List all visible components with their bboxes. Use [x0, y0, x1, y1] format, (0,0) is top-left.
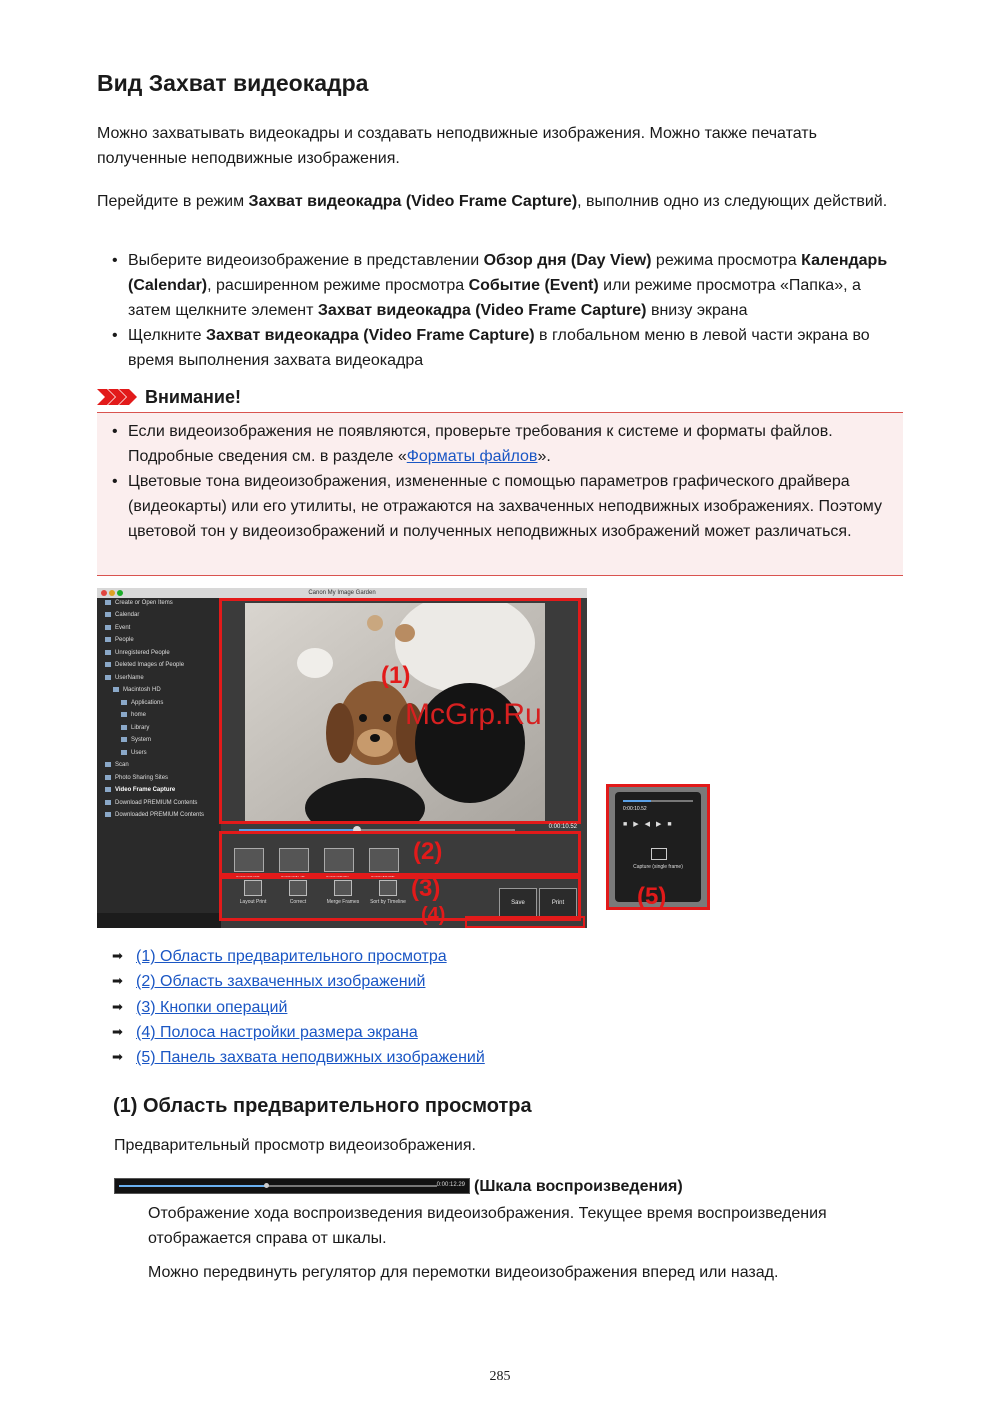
- list-item: • Цветовые тона видеоизображения, измененные с помощью параметров графического драйвера (видеокарты) или его утилиты, не отражаются на захваченных неподвижных изображениях. Поэтому цветовой тон у видеоизображений и полученных неподвижных изображений может различаться.: [112, 469, 887, 544]
- sidebar-item[interactable]: UserName: [105, 675, 144, 681]
- screen-size-bar-highlight: [465, 916, 585, 928]
- sidebar: [97, 598, 221, 913]
- watermark: McGrp.Ru: [405, 698, 542, 731]
- captured-area-highlight: [219, 831, 581, 879]
- thumbnail-time: 0:00:08.37: [326, 873, 350, 879]
- sidebar-item[interactable]: Download PREMIUM Contents: [105, 800, 197, 806]
- sidebar-item[interactable]: Photo Sharing Sites: [105, 775, 168, 781]
- capture-time: 0:00:10.52: [623, 806, 647, 812]
- capture-controls[interactable]: ■▶◀▶■: [623, 821, 678, 828]
- captured-thumbnail[interactable]: [324, 848, 354, 872]
- page-title: Вид Захват видеокадра: [97, 70, 369, 96]
- bar-description: Отображение хода воспроизведения видеоизображения. Текущее время воспроизведения отображается справа от шкалы.: [148, 1205, 827, 1247]
- thumbnail-time: 0:00:01.43: [281, 873, 305, 879]
- link-preview-area[interactable]: (1) Область предварительного просмотра: [136, 948, 447, 965]
- list-item: [112, 944, 485, 969]
- captured-thumbnail[interactable]: [369, 848, 399, 872]
- callout-label-1: (1): [381, 662, 411, 689]
- window-title: Canon My Image Garden: [308, 590, 376, 596]
- list-item: • Если видеоизображения не появляются, проверьте требования к системе и форматы файлов. Подробные сведения см. в разделе «Форматы файлов».: [112, 419, 887, 469]
- callout-label-3: (3): [411, 875, 441, 902]
- sort-by-timeline-button[interactable]: Sort by Timeline: [368, 880, 408, 905]
- section-desc: Предварительный просмотр видеоизображения.: [114, 1137, 476, 1154]
- sidebar-item[interactable]: Event: [105, 625, 130, 631]
- list-item: • Щелкните Захват видеокадра (Video Frame Capture) в глобальном меню в левой части экрана во время выполнения захвата видеокадра: [112, 323, 902, 373]
- captured-thumbnail[interactable]: [234, 848, 264, 872]
- correct-button[interactable]: Correct: [278, 880, 318, 905]
- capture-slider[interactable]: [623, 800, 693, 802]
- correct-icon: [289, 880, 307, 896]
- capture-panel-highlight: [606, 784, 710, 910]
- capture-single-frame-button[interactable]: Capture (single frame): [633, 864, 683, 870]
- minimize-icon: [109, 590, 115, 596]
- playback-bar-image: [114, 1178, 470, 1194]
- steps-list: [112, 248, 902, 373]
- list-item: [112, 1020, 485, 1045]
- section-heading: (1) Область предварительного просмотра: [113, 1095, 532, 1117]
- link-captured-area[interactable]: (2) Область захваченных изображений: [136, 973, 426, 991]
- bar-track: [119, 1185, 437, 1187]
- list-item: • Выберите видеоизображение в представлении Обзор дня (Day View) режима просмотра Календарь (Calendar), расширенном режиме просмотра Событие (Event) или режиме просмотра «Папка», а затем щелкните элемент Захват видеокадра (Video Frame Capture) внизу экрана: [112, 248, 902, 323]
- warning-list: [112, 419, 887, 544]
- callout-label-4: (4): [421, 904, 446, 926]
- sidebar-item[interactable]: Macintosh HD: [113, 687, 161, 693]
- sidebar-item-video-frame-capture[interactable]: Video Frame Capture: [105, 787, 175, 793]
- layout-print-button[interactable]: Layout Print: [233, 880, 273, 905]
- camera-icon: [651, 848, 667, 860]
- link-capture-panel[interactable]: (5) Панель захвата неподвижных изображений: [136, 1049, 485, 1067]
- main-area: [221, 598, 587, 928]
- thumbnail-time: 0:00:10.52: [371, 873, 395, 879]
- sidebar-item[interactable]: Downloaded PREMIUM Contents: [105, 812, 204, 818]
- thumbnail-time: 0:00:00.00: [236, 873, 260, 879]
- zoom-icon: [117, 590, 123, 596]
- sidebar-item[interactable]: Applications: [121, 700, 163, 706]
- sidebar-item[interactable]: System: [121, 737, 151, 743]
- warning-heading: [97, 384, 241, 410]
- sort-icon: [379, 880, 397, 896]
- sidebar-item[interactable]: home: [121, 712, 146, 718]
- sidebar-item[interactable]: Calendar: [105, 612, 139, 618]
- sidebar-item[interactable]: Unregistered People: [105, 650, 170, 656]
- playback-time: 0:00:10.52: [548, 824, 577, 830]
- link-screen-size-bar[interactable]: (4) Полоса настройки размера экрана: [136, 1023, 418, 1041]
- save-button[interactable]: Save: [499, 888, 537, 918]
- link-operation-buttons[interactable]: (3) Кнопки операций: [136, 998, 288, 1016]
- print-button[interactable]: Print: [539, 888, 577, 918]
- layout-print-icon: [244, 880, 262, 896]
- close-icon: [101, 590, 107, 596]
- window-titlebar: [97, 588, 587, 598]
- sidebar-item[interactable]: Library: [121, 725, 149, 731]
- bar-description-2: Можно передвинуть регулятор для перемотки видеоизображения вперед или назад.: [148, 1264, 779, 1281]
- playback-bar-label: (Шкала воспроизведения): [474, 1178, 683, 1195]
- list-item: [112, 969, 485, 994]
- list-item: [112, 1045, 485, 1070]
- warning-box: [97, 412, 903, 576]
- page-number: 285: [489, 1369, 511, 1384]
- goto-instruction: Перейдите в режим Захват видеокадра (Video Frame Capture), выполнив одно из следующих действий.: [97, 193, 888, 210]
- list-item: [112, 995, 485, 1020]
- bar-knob: [264, 1183, 269, 1188]
- section-links: [112, 944, 485, 1070]
- app-screenshot: [97, 588, 587, 928]
- sidebar-item[interactable]: Scan: [105, 762, 129, 768]
- bar-time: 0:00:12.29: [436, 1182, 465, 1188]
- callout-label-5: (5): [637, 883, 667, 910]
- sidebar-item[interactable]: Users: [121, 750, 147, 756]
- sidebar-item[interactable]: Create or Open Items: [105, 600, 173, 606]
- merge-frames-button[interactable]: Merge Frames: [323, 880, 363, 905]
- callout-label-2: (2): [413, 838, 443, 865]
- merge-frames-icon: [334, 880, 352, 896]
- bar-fill: [119, 1185, 265, 1187]
- intro-text: Можно захватывать видеокадры и создавать неподвижные изображения. Можно также печатать полученные неподвижные изображения.: [97, 125, 817, 167]
- warning-title: Внимание!: [145, 386, 241, 407]
- captured-thumbnail[interactable]: [279, 848, 309, 872]
- sidebar-item[interactable]: People: [105, 637, 134, 643]
- warning-arrows-icon: [97, 389, 137, 405]
- sidebar-item[interactable]: Deleted Images of People: [105, 662, 184, 668]
- file-formats-link[interactable]: Форматы файлов: [406, 448, 538, 465]
